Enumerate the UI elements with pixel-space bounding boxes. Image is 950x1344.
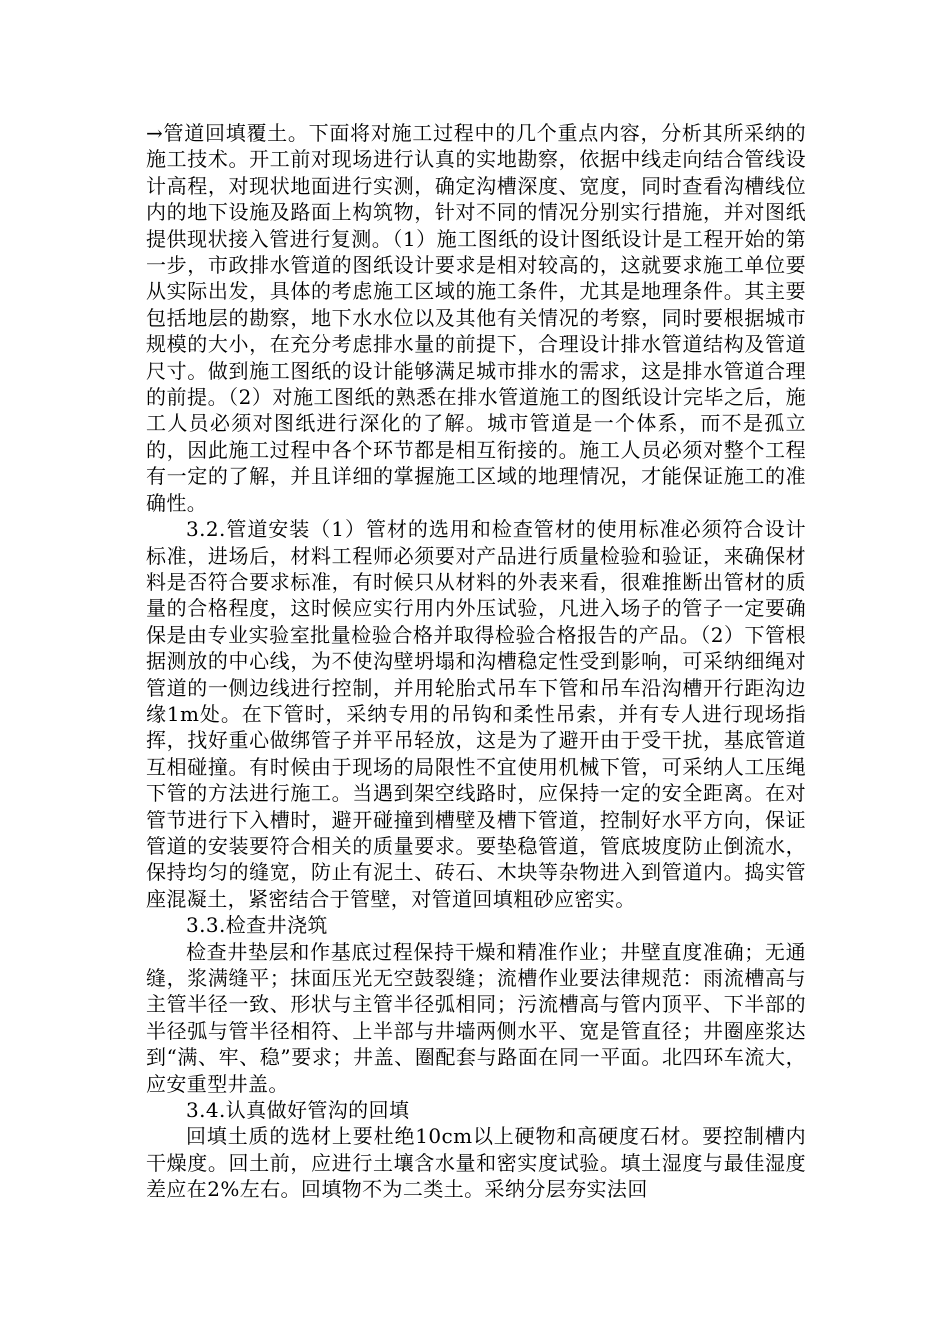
section-heading-backfill: 3.4.认真做好管沟的回填 xyxy=(186,1098,410,1123)
paragraph-inspection-well: 检查井垫层和作基底过程保持干燥和精准作业；井壁直度准确；无通缝，浆满缝平；抹面压光无空鼓裂缝；流槽作业要法律规范：雨流槽高与主管半径一致、形状与主管半径弧相同；污流槽高与管内顶平、下半部的半径弧与管半径相符、上半部与井墙两侧水平、宽是管直径；井圈座浆达到“满、牢、稳”要求；井盖、圈配套与路面在同一平面。北四环车流大，应安重型井盖。 xyxy=(146,939,806,1096)
paragraph-construction-drawings: →管道回填覆土。下面将对施工过程中的几个重点内容，分析其所采纳的施工技术。开工前对现场进行认真的实地勘察，依据中线走向结合管线设计高程，对现状地面进行实测，确定沟槽深度、宽度，同时查看沟槽线位内的地下设施及路面上构筑物，针对不同的情况分别实行措施，并对图纸提供现状接入管进行复测。（1）施工图纸的设计图纸设计是工程开始的第一步，市政排水管道的图纸设计要求是相对较高的，这就要求施工单位要从实际出发，具体的考虑施工区域的施工条件，尤其是地理条件。其主要包括地层的勘察，地下水水位以及其他有关情况的考察，同时要根据城市规模的大小，在充分考虑排水量的前提下，合理设计排水管道结构及管道尺寸。做到施工图纸的设计能够满足城市排水的需求，这是排水管道合理的前提。（2）对施工图纸的熟悉在排水管道施工的图纸设计完毕之后，施工人员必须对图纸进行深化的了解。城市管道是一个体系，而不是孤立的，因此施工过程中各个环节都是相互衔接的。施工人员必须对整个工程有一定的了解，并且详细的掌握施工区域的地理情况，才能保证施工的准确性。 xyxy=(146,121,806,515)
paragraph-pipe-installation: 3.2.管道安装（1）管材的选用和检查管材的使用标准必须符合设计标准，进场后，材料工程师必须要对产品进行质量检验和验证，来确保材料是否符合要求标准，有时候只从材料的外表来看，很难推断出管材的质量的合格程度，这时候应实行用内外压试验，凡进入场子的管子一定要确保是由专业实验室批量检验合格并取得检验合格报告的产品。（2）下管根据测放的中心线，为不使沟壁坍塌和沟槽稳定性受到影响，可采纳细绳对管道的一侧边线进行控制，并用轮胎式吊车下管和吊车沿沟槽开行距沟边缘1m处。在下管时，采纳专用的吊钩和柔性吊索，并有专人进行现场指挥，找好重心做绑管子并平吊轻放，这是为了避开由于受干扰，基底管道互相碰撞。有时候由于现场的局限性不宜使用机械下管，可采纳人工压绳下管的方法进行施工。当遇到架空线路时，应保持一定的安全距离。在对管节进行下入槽时，避开碰撞到槽壁及槽下管道，控制好水平方向，保证管道的安装要符合相关的质量要求。要垫稳管道，管底坡度防止倒流水，保持均匀的缝宽，防止有泥土、砖石、木块等杂物进入到管道内。捣实管座混凝土，紧密结合于管壁，对管道回填粗砂应密实。 xyxy=(146,517,806,911)
section-heading-inspection-well: 3.3.检查井浇筑 xyxy=(186,913,328,938)
paragraph-backfill: 回填土质的选材上要杜绝10cm以上硬物和高硬度石材。要控制槽内干燥度。回土前，应进行土壤含水量和密实度试验。填土湿度与最佳湿度差应在2%左右。回填物不为二类土。采纳分层夯实法回 xyxy=(146,1124,806,1202)
document-body xyxy=(146,120,806,1203)
